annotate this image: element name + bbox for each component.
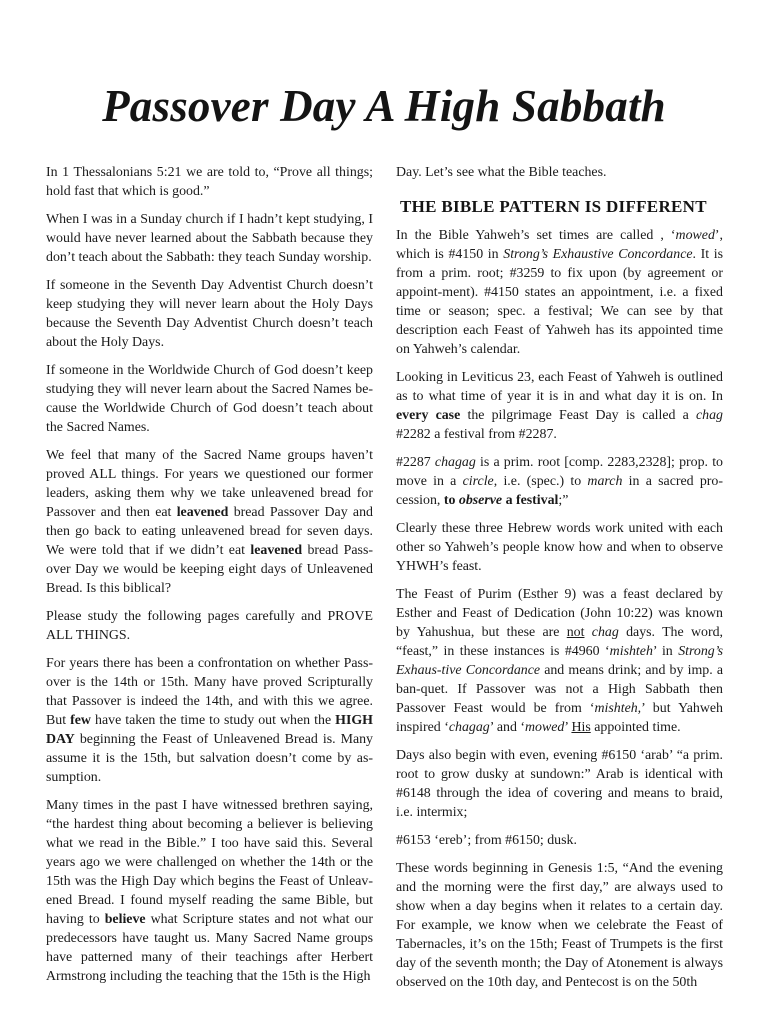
italic-text: mowed bbox=[675, 228, 715, 243]
text-run: appointed time. bbox=[590, 720, 681, 735]
paragraph-intro: In 1 Thessalonians 5:21 we are told to, “Prove all things; hold fast that which is good.” bbox=[46, 165, 373, 199]
paragraph-believing bbox=[46, 796, 373, 986]
italic-text: chag bbox=[695, 408, 723, 423]
italic-text: chag bbox=[591, 625, 619, 640]
text-run: bread Passover Day and then go back to eating unleavened bread for seven days. We were told that if we didn’t eat bbox=[46, 505, 373, 558]
text-run: and means drink; and by imp. a ban-quet. If Passover was not a High Sabbath then Passover Feast would be from ‘ bbox=[396, 663, 723, 716]
text-run: what Scripture states and not what our predecessors have taught us. Many Sacred Name groups have patterned many of their teachings after Herbert Armstrong including the teaching that the 15th is the High bbox=[46, 912, 373, 984]
underlined-text: not bbox=[566, 625, 585, 640]
paragraph-chagag bbox=[396, 453, 723, 510]
text-run: ’ but Yahweh inspired ‘ bbox=[396, 701, 723, 735]
text-run: . It is from a prim. root; #3259 to fix upon (by agreement or appoint-ment). #4150 states an appointment, i.e. a fixed time or season; spec. a festival; We can see by that description each Feast of Yahweh has its appointed time on Yahweh’s calendar. bbox=[396, 247, 723, 357]
italic-text: mishteh bbox=[609, 644, 653, 659]
paragraph-sacred-name-groups bbox=[46, 446, 373, 598]
text-run: ;” bbox=[558, 493, 569, 508]
text-run: days. The word, “feast,” in these instances is #4960 ‘ bbox=[396, 625, 723, 659]
text-run bbox=[584, 625, 591, 640]
text-run: have taken the time to study out when the bbox=[90, 713, 336, 728]
paragraph-continuation: Day. Let’s see what the Bible teaches. bbox=[396, 165, 607, 180]
text-run: #2282 a festival from #2287. bbox=[396, 427, 557, 442]
italic-text: Strong’s Exhaus-tive Concordance bbox=[396, 644, 723, 678]
emphasis-text: a festival bbox=[502, 493, 559, 508]
left-column bbox=[46, 163, 373, 995]
text-run: #2287 bbox=[396, 455, 435, 470]
text-run: ’ and ‘ bbox=[489, 720, 525, 735]
italic-text: Strong’s Exhaustive Concordance bbox=[503, 247, 693, 262]
text-run: , i.e. (spec.) to bbox=[493, 474, 588, 489]
emphasis-text bbox=[459, 493, 502, 508]
text-run: ’ in bbox=[652, 644, 679, 659]
emphasis-text: believe bbox=[104, 912, 146, 927]
paragraph-evening: Days also begin with even, evening #6150 ‘arab’ “a prim. root to grow dusky at sundown:” Arab is identical with #6148 through the idea of covering and means to braid, i.e. intermix; bbox=[396, 748, 723, 820]
paragraph-purim bbox=[396, 585, 723, 737]
paragraph-sunday-church: When I was in a Sunday church if I hadn’t kept studying, I would have never learned about the Sabbath because they don’t teach about the Sabbath: they teach Sunday worship. bbox=[46, 212, 373, 265]
paragraph-confrontation bbox=[46, 654, 373, 787]
italic-text: march bbox=[587, 474, 623, 489]
text-run: beginning the Feast of Unleavened Bread is. Many assume it is the 15th, but salvation doesn’t come by as-sumption. bbox=[46, 732, 373, 785]
text-run: ’, which is #4150 in bbox=[396, 228, 723, 262]
italic-text: observe bbox=[458, 493, 503, 508]
paragraph-prove-all-things: Please study the following pages carefully and PROVE ALL THINGS. bbox=[46, 609, 373, 643]
text-run: ’ bbox=[564, 720, 572, 735]
italic-text: mowed bbox=[525, 720, 565, 735]
paragraph-worldwide-church: If someone in the Worldwide Church of God doesn’t keep studying they will never learn about the Sacred Names be-cause the Worldwide Church of God doesn’t teach about the Sacred Names. bbox=[46, 363, 373, 435]
text-run: In the Bible Yahweh’s set times are called , ‘ bbox=[396, 228, 676, 243]
text-run: in a sacred pro-cession, bbox=[396, 474, 724, 508]
text-run: the pilgrimage Feast Day is called a bbox=[460, 408, 696, 423]
emphasis-text: every case bbox=[396, 408, 461, 423]
text-run: For years there has been a confrontation on whether Pass-over is the 14th or 15th. Many have proved Scripturally that Passover is indeed the 14th, and with this we agree. But bbox=[46, 656, 373, 728]
emphasis-text: few bbox=[70, 713, 91, 728]
italic-text: circle bbox=[462, 474, 494, 489]
italic-text: mishteh, bbox=[594, 701, 642, 716]
italic-text: chagag bbox=[434, 455, 476, 470]
paragraph-adventist: If someone in the Seventh Day Adventist Church doesn’t keep studying they will never learn about the Holy Days because the Seventh Day Adventist Church doesn’t teach about the Holy Days. bbox=[46, 278, 373, 350]
emphasis-text: leavened bbox=[250, 543, 303, 558]
paragraph-mowed bbox=[396, 226, 723, 359]
text-run: bread Pass-over Day we would be keeping eight days of Unleavened Bread. Is this biblical? bbox=[46, 543, 373, 596]
emphasis-text: to bbox=[443, 493, 459, 508]
text-run: Many times in the past I have witnessed brethren saying, “the hardest thing about becoming a believer is believing what we read in the Bible.” I too have said this. Several years ago we were challenged on whether the 14th or the 15th was the High Day which begins the Feast of Unleav-ened Bread. I found myself reading the same Bible, but having to bbox=[46, 798, 373, 927]
text-run: The Feast of Purim (Esther 9) was a feast declared by Esther and Feast of Dedication (John 10:22) was known by Yahushua, but these are bbox=[396, 587, 723, 640]
emphasis-text: leavened bbox=[176, 505, 229, 520]
text-run: Looking in Leviticus 23, each Feast of Yahweh is outlined as to what time of year it is in and what day it is on. In bbox=[396, 370, 723, 404]
underlined-text: His bbox=[571, 720, 591, 735]
page-title: Passover Day A High Sabbath bbox=[102, 81, 666, 131]
paragraph-genesis: These words beginning in Genesis 1:5, “And the evening and the morning were the first day,” are always used to show when a day begins when it relates to a certain day. For example, we know when we celebrate the Feast of Tabernacles, it’s on the 15th; Feast of Trumpets is the first day of the seventh month; the Day of Atonement is always observed on the 10th day, and Pentecost is on the 50th bbox=[396, 861, 723, 990]
paragraph-ereb: #6153 ‘ereb’; from #6150; dusk. bbox=[396, 833, 577, 848]
italic-text: chagag bbox=[448, 720, 490, 735]
paragraph-leviticus bbox=[396, 368, 723, 444]
right-column bbox=[396, 163, 723, 1001]
section-heading: THE BIBLE PATTERN IS DIFFERENT bbox=[400, 197, 707, 216]
text-run: is a prim. root [comp. 2283,2328]; prop. to move in a bbox=[396, 455, 724, 489]
text-run: We feel that many of the Sacred Name groups haven’t proved ALL things. For years we questioned our former leaders, asking them why we take unleavened bread for Passover and then eat bbox=[46, 448, 373, 520]
paragraph-hebrew-words: Clearly these three Hebrew words work united with each other so Yahweh’s people know how and when to observe YHWH’s feast. bbox=[396, 521, 723, 574]
emphasis-text: HIGH DAY bbox=[46, 713, 373, 747]
